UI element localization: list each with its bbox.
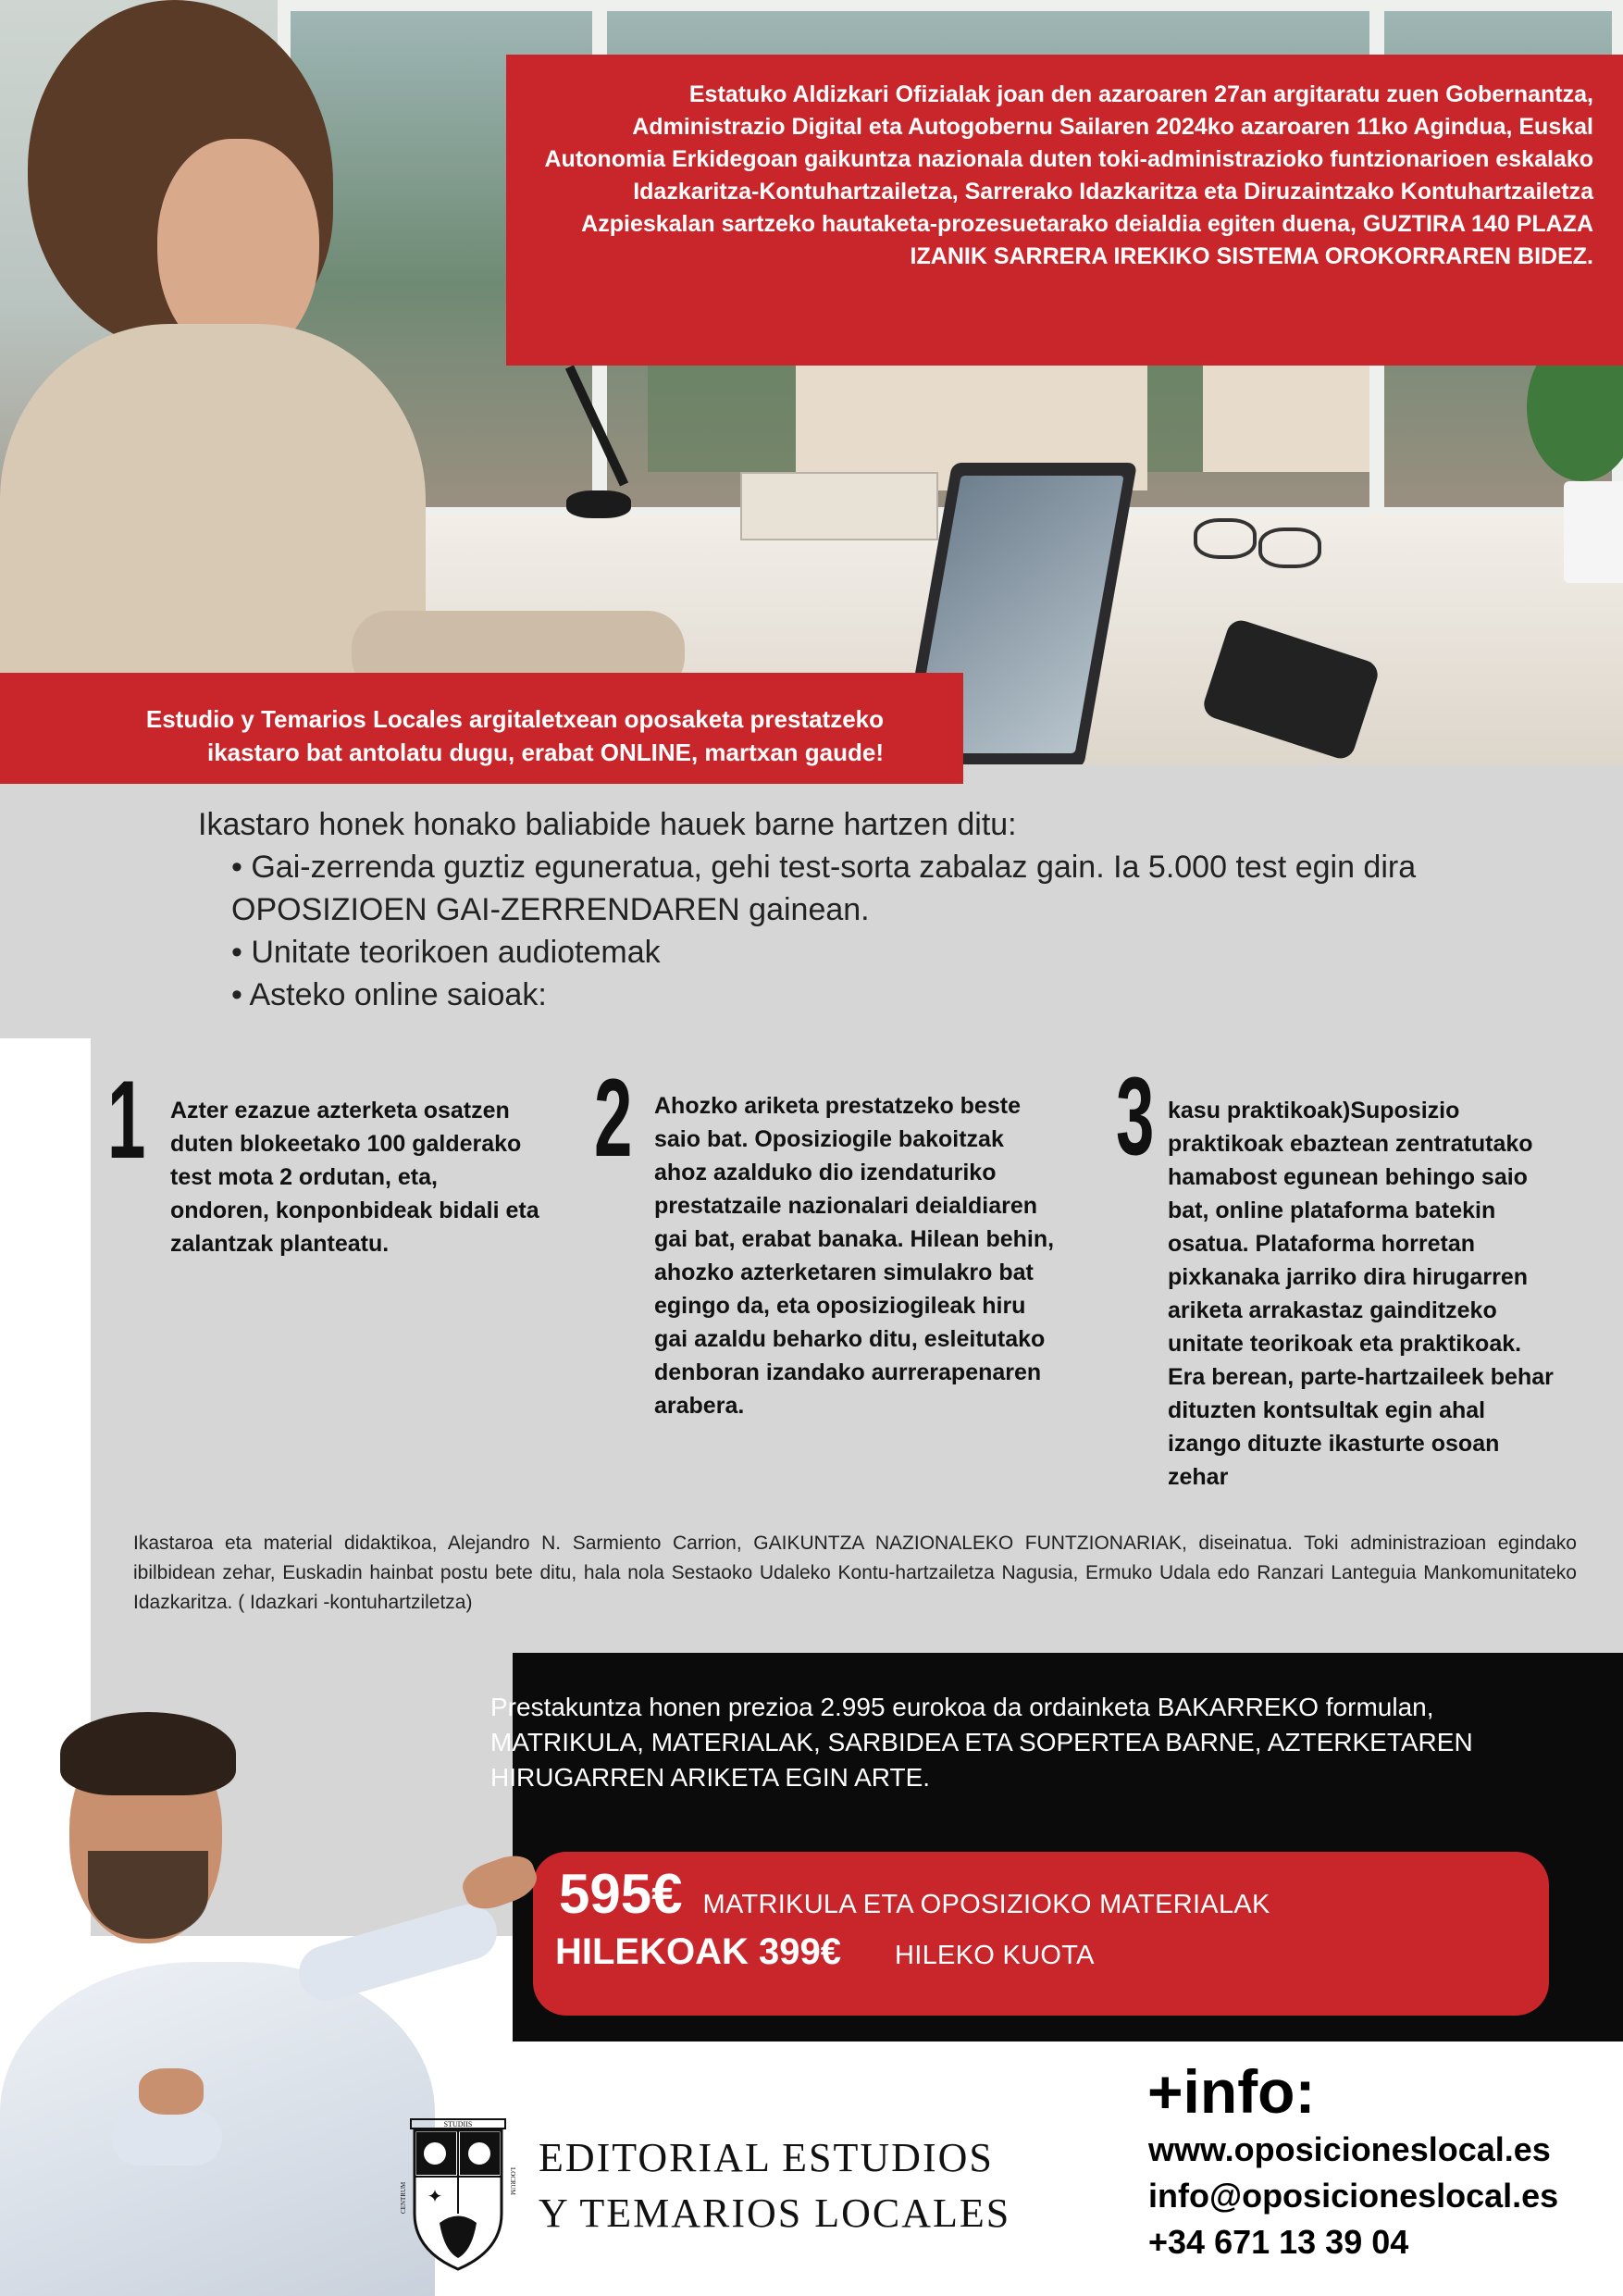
resources-list [198, 803, 1567, 1016]
pricing-description: Prestakuntza honen prezioa 2.995 eurokoa da ordainketa BAKARREKO formulan, MATRIKULA, MATERIALAK, SARBIDEA ETA SOPERTEA BARNE, AZTERKETAREN HIRUGARREN ARIKETA EGIN ARTE. [490, 1693, 1473, 1792]
monthly-price: HILEKOAK 399€ [555, 1931, 841, 1972]
promo-line-1: Estudio y Temarios Locales argitaletxean oposaketa prestatzeko [145, 705, 884, 733]
enrol-price-row [559, 1862, 1270, 1926]
email-link[interactable]: info@oposicioneslocal.es [1148, 2177, 1559, 2215]
svg-text:✦: ✦ [427, 2187, 443, 2207]
promo-line-2: ikastaro bat antolatu dugu, erabat ONLINE, martxan gaude! [206, 738, 884, 766]
seal-text-top: STUDIIS [443, 2120, 473, 2128]
intro-text: Estatuko Aldizkari Ofizialak joan den azaroaren 27an argitaratu zuen Gobernantza, Administrazio Digital eta Autogobernu Sailaren 2024ko azaroaren 11ko Agindua, Euskal Autonomia Erkidegoan gaikuntza nazionala duten toki-administrazioko funtzionarioen eskalako Idazkaritza-Kontuhartzailetza, Sarrerako Idazkaritza eta Diruzaintzako Kontuhartzailetza Azpieskalan sartzeko hautaketa-prozesuetarako deialdia egiten duena, GUZTIRA 140 PLAZA IZANIK SARRERA IREKIKO SISTEMA OROKORRAREN BIDEZ. [544, 81, 1593, 269]
publisher-name-line-1: EDITORIAL ESTUDIOS [539, 2135, 994, 2180]
step-number-3: 3 [1116, 1054, 1155, 1178]
step-text-1: Azter ezazue azterketa osatzen duten blokeetako 100 galderako test mota 2 ordutan, eta, ondoren, konponbideak bidali eta zalantzak planteatu. [170, 1098, 539, 1257]
resource-item: • Asteko online saioak: [231, 977, 547, 1012]
author-credits: Ikastaroa eta material didaktikoa, Alejandro N. Sarmiento Carrion, GAIKUNTZA NAZIONALEKO FUNTZIONARIAK, diseinatua. Toki administrazioan egindako ibilbidean zehar, Euskadin hainbat postu bete ditu, hala nola Sestaoko Udaleko Kontu-hartzailetza Nagusia, Ermuko Udala edo Ranzari Lanteguia Mankomunitateko Idazkaritza. ( Idazkari -kontuhartziletza) [133, 1533, 1577, 1613]
enrol-price: 595€ [559, 1863, 683, 1925]
resources-heading: Ikastaro honek honako baliabide hauek barne hartzen ditu: [198, 807, 1017, 842]
step-text-3: kasu praktikoak)Suposizio praktikoak ebaztean zentratutako hamabost egunean behingo saio bat, online plataforma batekin osatua. Plataforma horretan pixkanaka jarriko dira hirugarren ariketa arrakastaz gainditzeko unitate teorikoak eta praktikoak. Era berean, parte-hartzaileek behar dituzten kontsultak egin ahal izango dituzte ikasturte osoan zehar [1168, 1098, 1554, 1490]
phone-number[interactable]: +34 671 13 39 04 [1148, 2223, 1409, 2261]
enrol-price-label: MATRIKULA ETA OPOSIZIOKO MATERIALAK [702, 1890, 1270, 1919]
website-link[interactable]: www.oposicioneslocal.es [1148, 2130, 1551, 2168]
resource-item: • Gai-zerrenda guztiz eguneratua, gehi test-sorta zabalaz gain. Ia 5.000 test egin dira OPOSIZIOEN GAI-ZERRENDAREN gainean. [231, 850, 1417, 927]
course-promo-banner [0, 673, 963, 784]
contact-details [1148, 2127, 1558, 2265]
grey-left-strip [0, 764, 91, 1038]
resource-item: • Unitate teorikoen audiotemak [231, 935, 661, 970]
publisher-name [539, 2130, 1010, 2241]
publisher-seal [398, 2112, 518, 2275]
monthly-price-label: HILEKO KUOTA [894, 1941, 1095, 1970]
publisher-name-line-2: Y TEMARIOS LOCALES [539, 2191, 1011, 2236]
intro-announcement [506, 55, 1623, 366]
monthly-price-row [555, 1931, 1095, 1973]
info-title: +info: [1147, 2057, 1316, 2126]
step-number-1: 1 [107, 1058, 146, 1182]
seal-text-right: LOCRUM [509, 2167, 516, 2195]
seal-text-left: CENTRUM [400, 2181, 407, 2214]
step-number-2: 2 [594, 1056, 633, 1180]
step-text-2: Ahozko ariketa prestatzeko beste saio bat. Oposiziogile bakoitzak ahoz azalduko dio izendaturiko prestatzaile nazionalari deialdiaren gai bat, erabat banaka. Hilean behin, ahozko azterketaren simulakro bat egingo da, eta oposiziogileak hiru gai azaldu beharko ditu, esleitutako denboran izandako aurrerapenaren arabera. [654, 1093, 1055, 1419]
